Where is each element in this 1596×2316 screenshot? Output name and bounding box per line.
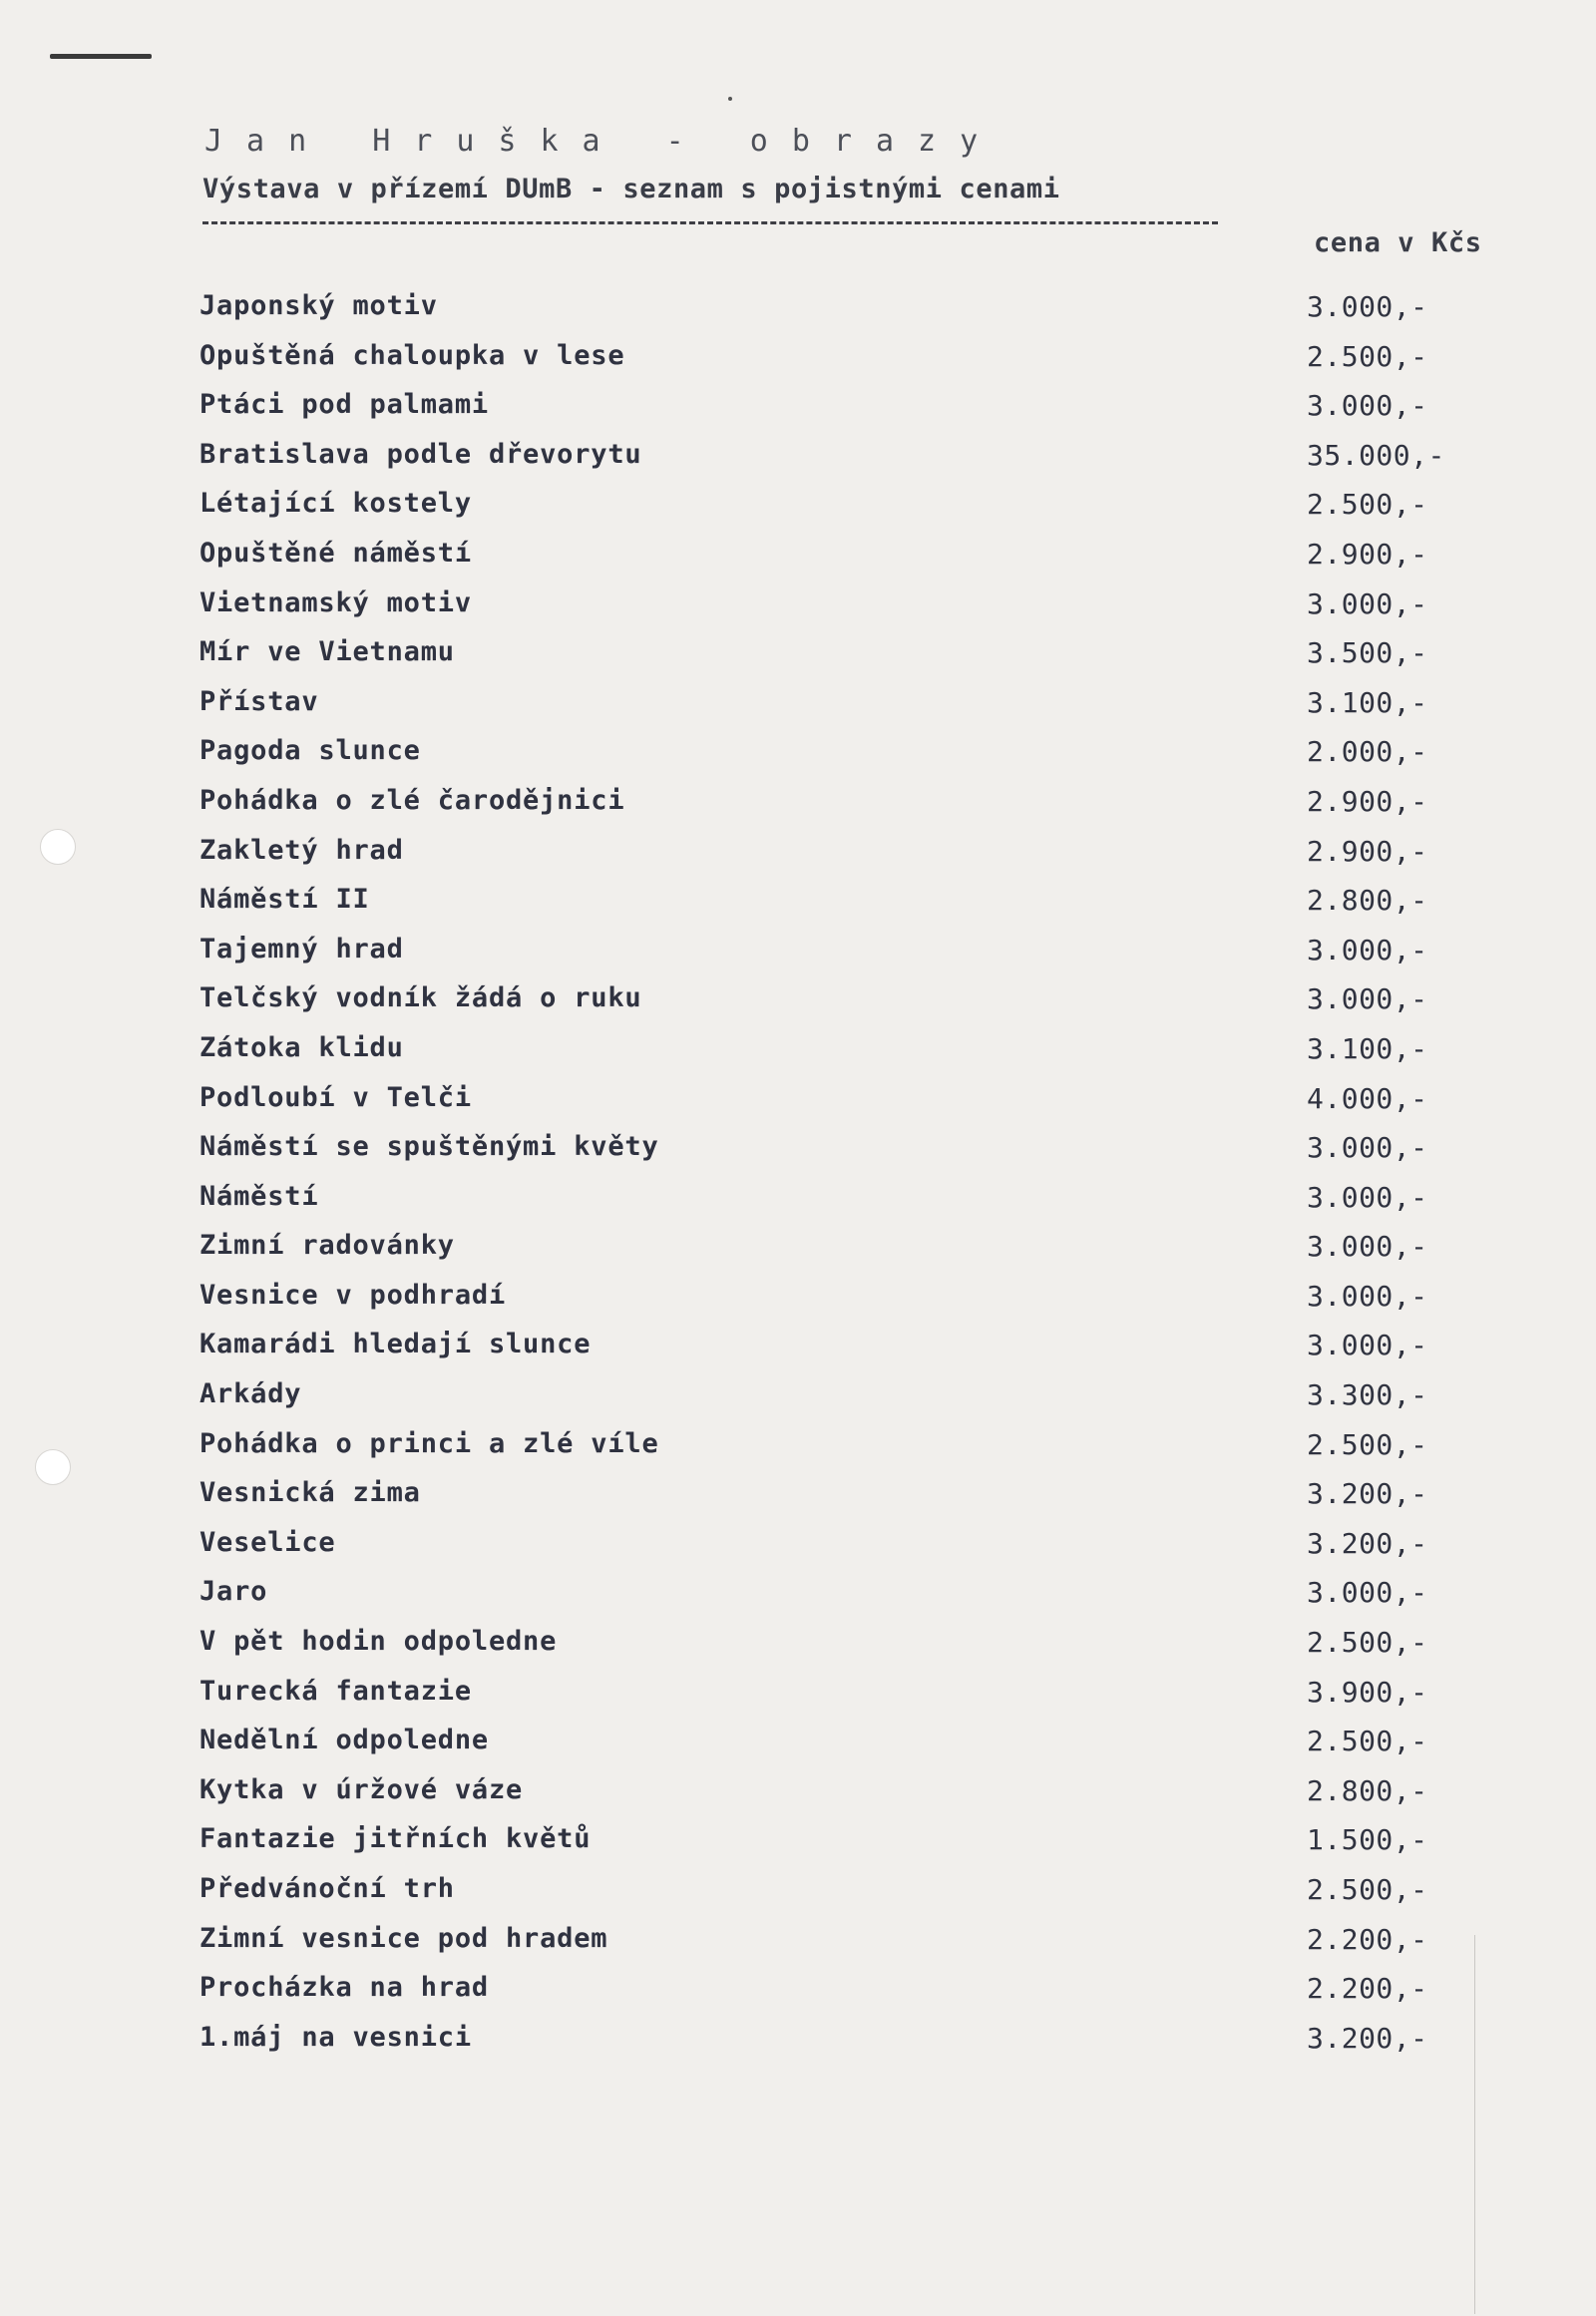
painting-price: 2.500,- [1307, 339, 1428, 373]
painting-name: V pět hodin odpoledne [200, 1626, 558, 1658]
list-item [0, 389, 1596, 439]
painting-price: 2.500,- [1307, 1873, 1428, 1906]
list-item [0, 686, 1596, 736]
painting-price: 2.200,- [1307, 1972, 1428, 2006]
painting-price: 2.900,- [1307, 784, 1428, 818]
painting-name: Bratislava podle dřevorytu [200, 438, 642, 470]
list-item [0, 785, 1596, 835]
list-item [0, 1082, 1596, 1132]
list-item [0, 1477, 1596, 1527]
painting-price: 3.000,- [1307, 389, 1428, 423]
document-title: Jan Hruška - obrazy [204, 124, 1002, 159]
list-item [0, 439, 1596, 489]
list-item [0, 1280, 1596, 1330]
painting-price: 3.000,- [1307, 1576, 1428, 1610]
painting-name: Vesnice v podhradí [200, 1279, 506, 1311]
painting-price: 2.800,- [1307, 1773, 1428, 1807]
ink-dot [728, 97, 732, 101]
painting-price: 2.200,- [1307, 1922, 1428, 1956]
painting-price: 3.000,- [1307, 290, 1428, 323]
painting-name: Arkády [200, 1378, 302, 1410]
list-item [0, 340, 1596, 390]
painting-name: Jaro [200, 1576, 268, 1608]
list-item [0, 884, 1596, 934]
painting-price: 3.500,- [1307, 636, 1428, 670]
painting-price: 4.000,- [1307, 1081, 1428, 1115]
painting-name: Japonský motiv [200, 290, 438, 321]
painting-name: Přístav [200, 685, 319, 717]
painting-name: Fantazie jitřních květů [200, 1823, 592, 1855]
painting-price: 2.800,- [1307, 884, 1428, 918]
painting-name: Mír ve Vietnamu [200, 636, 455, 668]
list-item [0, 835, 1596, 885]
list-item [0, 1923, 1596, 1973]
list-item [0, 1527, 1596, 1577]
painting-price: 3.200,- [1307, 1477, 1428, 1511]
list-item [0, 488, 1596, 538]
painting-name: Tajemný hrad [200, 933, 404, 965]
list-item [0, 1230, 1596, 1280]
painting-name: Opuštěná chaloupka v lese [200, 339, 625, 371]
painting-name: Turecká fantazie [200, 1675, 472, 1707]
painting-name: Náměstí se spuštěnými květy [200, 1131, 659, 1163]
list-item [0, 1676, 1596, 1726]
painting-name: Telčský vodník žádá o ruku [200, 982, 642, 1014]
painting-price: 3.200,- [1307, 2021, 1428, 2055]
painting-price: 2.500,- [1307, 1427, 1428, 1461]
list-item [0, 1725, 1596, 1774]
painting-name: Veselice [200, 1526, 336, 1558]
painting-price: 3.300,- [1307, 1378, 1428, 1412]
painting-name: 1.máj na vesnici [200, 2021, 472, 2053]
painting-name: Náměstí II [200, 884, 370, 916]
painting-name: Ptáci pod palmami [200, 389, 489, 421]
painting-price: 3.000,- [1307, 1131, 1428, 1165]
painting-name: Předvánoční trh [200, 1873, 455, 1904]
painting-price: 2.500,- [1307, 1725, 1428, 1758]
painting-name: Pohádka o princi a zlé víle [200, 1427, 659, 1459]
painting-name: Kamarádi hledají slunce [200, 1329, 592, 1360]
list-item [0, 1626, 1596, 1676]
painting-price: 3.000,- [1307, 1329, 1428, 1362]
painting-name: Vesnická zima [200, 1477, 421, 1509]
painting-price: 3.000,- [1307, 982, 1428, 1016]
list-item [0, 1576, 1596, 1626]
corner-ink-mark [50, 54, 152, 59]
painting-name: Podloubí v Telči [200, 1081, 472, 1113]
list-item [0, 1181, 1596, 1231]
painting-price: 3.900,- [1307, 1675, 1428, 1709]
list-item [0, 1131, 1596, 1181]
list-item [0, 1428, 1596, 1478]
list-item [0, 1873, 1596, 1923]
painting-price: 3.100,- [1307, 685, 1428, 719]
painting-name: Zátoka klidu [200, 1031, 404, 1063]
list-item [0, 538, 1596, 587]
painting-price: 3.000,- [1307, 1180, 1428, 1214]
painting-name: Pohádka o zlé čarodějnici [200, 784, 625, 816]
document-subtitle: Výstava v přízemí DUmB - seznam s pojistnými cenami [202, 174, 1060, 204]
painting-name: Náměstí [200, 1180, 319, 1212]
list-item [0, 934, 1596, 983]
painting-price: 3.200,- [1307, 1526, 1428, 1560]
list-item [0, 587, 1596, 637]
painting-price: 2.900,- [1307, 537, 1428, 571]
list-item [0, 982, 1596, 1032]
painting-name: Kytka v úržové váze [200, 1773, 524, 1805]
list-item [0, 2022, 1596, 2072]
list-item [0, 1774, 1596, 1824]
painting-name: Vietnamský motiv [200, 586, 472, 618]
painting-name: Pagoda slunce [200, 735, 421, 767]
painting-price: 35.000,- [1307, 438, 1445, 472]
painting-price: 2.500,- [1307, 1626, 1428, 1660]
painting-price: 1.500,- [1307, 1823, 1428, 1857]
list-item [0, 636, 1596, 686]
painting-price: 3.000,- [1307, 586, 1428, 620]
price-list [0, 290, 1596, 2071]
painting-name: Procházka na hrad [200, 1972, 489, 2004]
painting-price: 2.000,- [1307, 735, 1428, 769]
painting-price: 3.100,- [1307, 1031, 1428, 1065]
list-item [0, 1972, 1596, 2022]
list-item [0, 1823, 1596, 1873]
painting-price: 3.000,- [1307, 1230, 1428, 1264]
paper-edge-line [1474, 1935, 1475, 2314]
list-item [0, 1032, 1596, 1082]
list-item [0, 1378, 1596, 1428]
painting-price: 2.500,- [1307, 488, 1428, 522]
painting-name: Nedělní odpoledne [200, 1725, 489, 1756]
painting-price: 3.000,- [1307, 1279, 1428, 1313]
subtitle-underline [202, 221, 1218, 224]
painting-name: Zimní vesnice pod hradem [200, 1922, 608, 1954]
painting-name: Opuštěné náměstí [200, 537, 472, 569]
painting-name: Zakletý hrad [200, 834, 404, 866]
painting-price: 2.900,- [1307, 834, 1428, 868]
painting-name: Zimní radovánky [200, 1230, 455, 1262]
painting-price: 3.000,- [1307, 933, 1428, 966]
list-item [0, 1329, 1596, 1378]
painting-name: Létající kostely [200, 488, 472, 520]
list-item [0, 735, 1596, 785]
price-column-header: cena v Kčs [1314, 227, 1482, 258]
list-item [0, 290, 1596, 340]
